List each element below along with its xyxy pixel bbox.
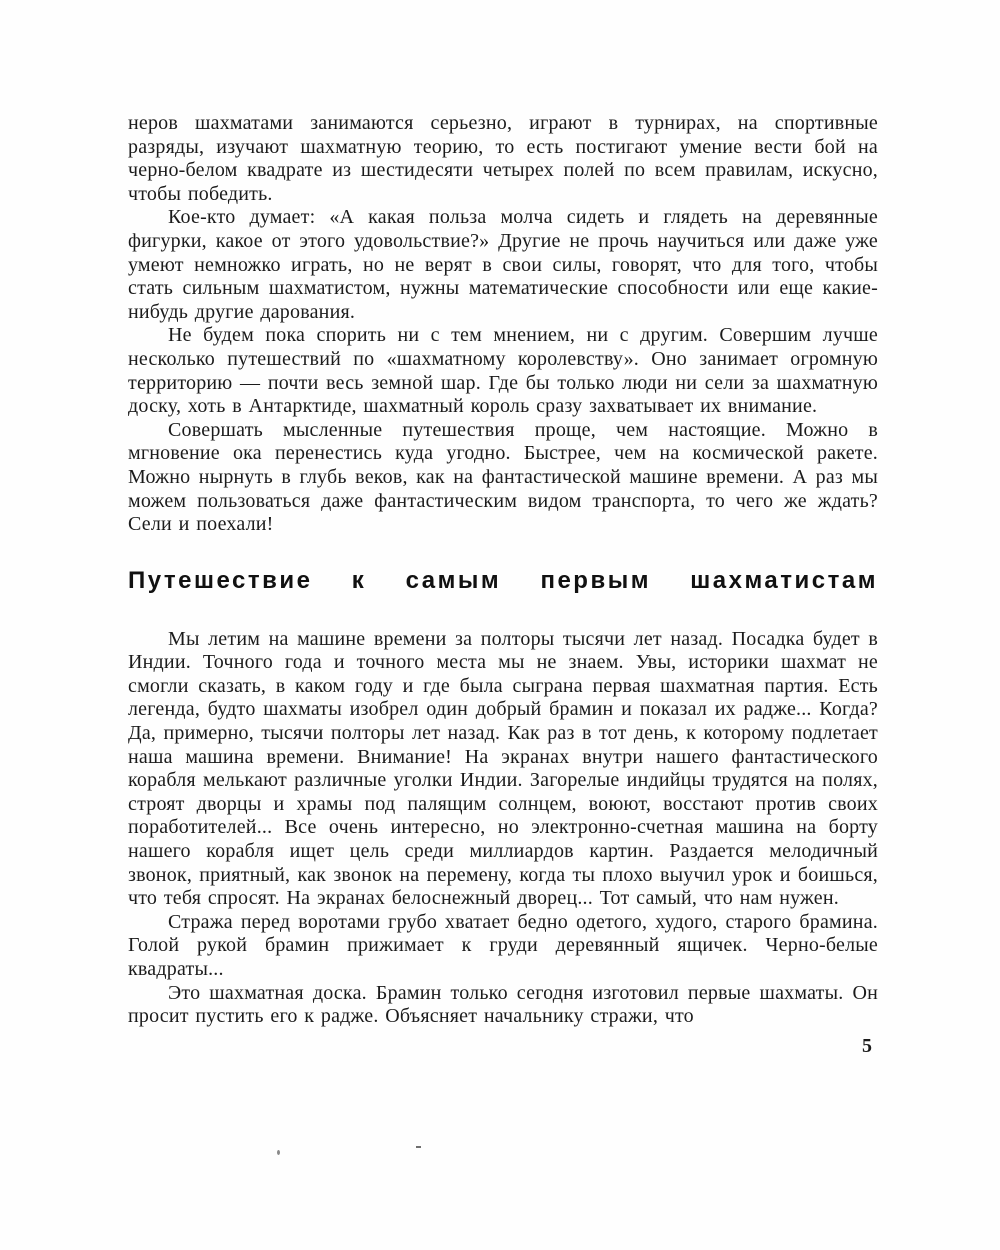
text-column [128, 112, 878, 1058]
section-paragraphs [128, 628, 878, 1029]
paragraph: Мы летим на машине времени за полторы тысячи лет назад. Посадка будет в Индии. Точного года и точного места мы не знаем. Увы, историки шахмат не смогли сказать, в каком году и где была сыграна первая шахматная партия. Есть легенда, будто шахматы изобрел один добрый брамин и показал их радже... Когда? Да, примерно, тысячи полторы лет назад. Как раз в тот день, к которому подлетает наша машина времени. Внимание! На экранах внутри нашего фантастического корабля мелькают различные уголки Индии. Загорелые индийцы трудятся на полях, строят дворцы и храмы под палящим солнцем, воюют, восстают против своих поработителей... Все очень интересно, но электронно-счетная машина на борту нашего корабля ищет цель среди миллиардов картин. Раздается мелодичный звонок, приятный, как звонок на перемену, когда ты плохо выучил урок и боишься, что тебя спросят. На экранах белоснежный дворец... Тот самый, что нам нужен. [128, 627, 878, 910]
intro-paragraphs [128, 112, 878, 537]
paragraph: Кое-кто думает: «А какая польза молча сидеть и глядеть на деревянные фигурки, какое от этого удовольствие?» Другие не прочь научиться или даже уже умеют немножко играть, но не верят в свои силы, говорят, что для того, чтобы стать сильным шахматистом, нужны математические способности или еще какие-нибудь другие дарования. [128, 206, 878, 323]
paragraph: Совершать мысленные путешествия проще, чем настоящие. Можно в мгновение ока перенестись куда угодно. Быстрее, чем на космической ракете. Можно нырнуть в глубь веков, как на фантастической машине времени. А раз мы можем пользоваться даже фантастическим видом транспорта, то чего же ждать? Сели и поехали! [128, 418, 878, 536]
page-number: 5 [862, 1034, 872, 1057]
paragraph: Не будем пока спорить ни с тем мнением, ни с другим. Совершим лучше несколько путешествий по «шахматному королевству». Оно занимает огромную территорию — почти весь земной шар. Где бы только люди ни сели за шахматную доску, хоть в Антарктиде, шахматный король сразу захватывает их внимание. [128, 324, 878, 418]
paragraph: неров шахматами занимаются серьезно, играют в турнирах, на спортивные разряды, изучают шахматную теорию, то есть постигают умение вести бой на черно-белом квадрате из шестидесяти четырех полей по всем правилам, искусно, чтобы победить. [128, 112, 878, 205]
section-heading: Путешествие к самым первым шахматистам [128, 566, 878, 594]
paragraph: Стража перед воротами грубо хватает бедно одетого, худого, старого брамина. Голой рукой брамин прижимает к груди деревянный ящичек. Черно-белые квадраты... [128, 910, 878, 980]
scan-speck [416, 1146, 421, 1148]
paragraph: Это шахматная доска. Брамин только сегодня изготовил первые шахматы. Он просит пустить его к радже. Объясняет начальнику стражи, что [128, 981, 878, 1028]
scan-speck [277, 1150, 280, 1155]
